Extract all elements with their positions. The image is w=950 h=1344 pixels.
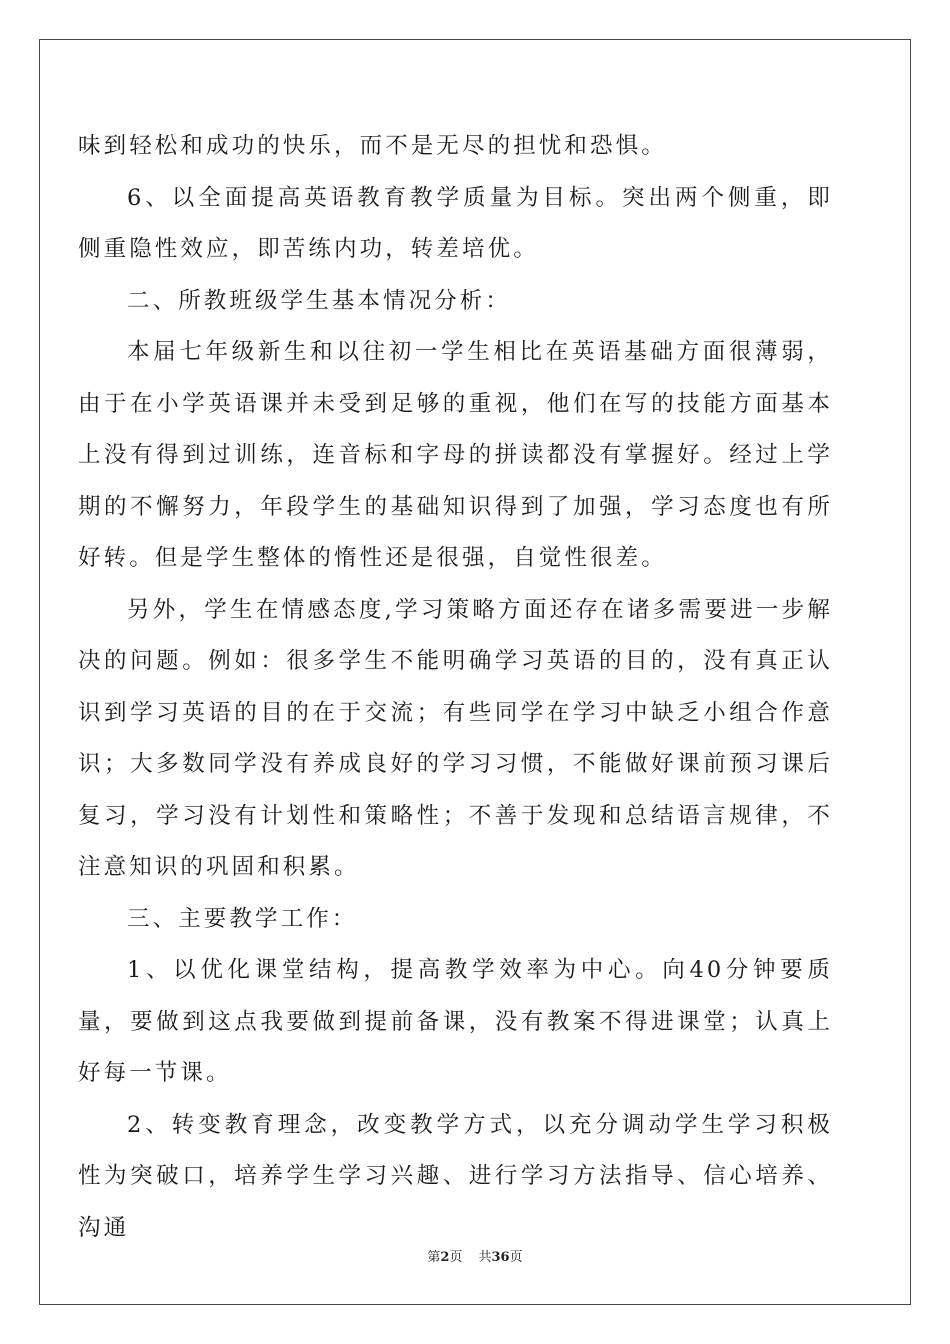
- paragraph-2: 6、以全面提高英语教育教学质量为目标。突出两个侧重，即侧重隐性效应，即苦练内功，转差培优。: [78, 184, 833, 262]
- paragraph-4: 另外，学生在情感态度,学习策略方面还存在诸多需要进一步解决的问题。例如：很多学生不能明确学习英语的目的，没有真正认识到学习英语的目的在于交流；有些同学在学习中缺乏小组合作意识；大多数同学没有养成良好的学习习惯，不能做好课前预习课后复习，学习没有计划性和策略性；不善于发现和总结语言规律，不注意知识的巩固和积累。: [78, 596, 833, 880]
- section-heading-2: 二、所教班级学生基本情况分析：: [127, 287, 512, 314]
- paragraph-6: 2、转变教育理念，改变教学方式，以充分调动学生学习积极性为突破口，培养学生学习兴趣、进行学习方法指导、信心培养、沟通: [78, 1111, 833, 1241]
- page-footer: [0, 1246, 950, 1265]
- total-prefix: 共: [478, 1250, 492, 1265]
- total-suffix: 页: [509, 1250, 523, 1265]
- total-pages: 36: [491, 1250, 510, 1265]
- page-suffix: 页: [449, 1250, 463, 1265]
- section-heading-3: 三、主要教学工作：: [127, 905, 358, 932]
- paragraph-3: 本届七年级新生和以往初一学生相比在英语基础方面很薄弱，由于在小学英语课并未受到足够的重视，他们在写的技能方面基本上没有得到过训练，连音标和字母的拼读都没有掌握好。经过上学期的不懈努力，年段学生的基础知识得到了加强，学习态度也有所好转。但是学生整体的惰性还是很强，自觉性很差。: [78, 339, 833, 571]
- paragraph-5: 1、以优化课堂结构，提高教学效率为中心。向40分钟要质量，要做到这点我要做到提前备课，没有教案不得进课堂；认真上好每一节课。: [78, 957, 833, 1086]
- page-prefix: 第: [427, 1250, 441, 1265]
- paragraph-1: 味到轻松和成功的快乐，而不是无尽的担忧和恐惧。: [78, 133, 667, 159]
- page-number: 2: [440, 1250, 450, 1265]
- document-body: [78, 121, 833, 1254]
